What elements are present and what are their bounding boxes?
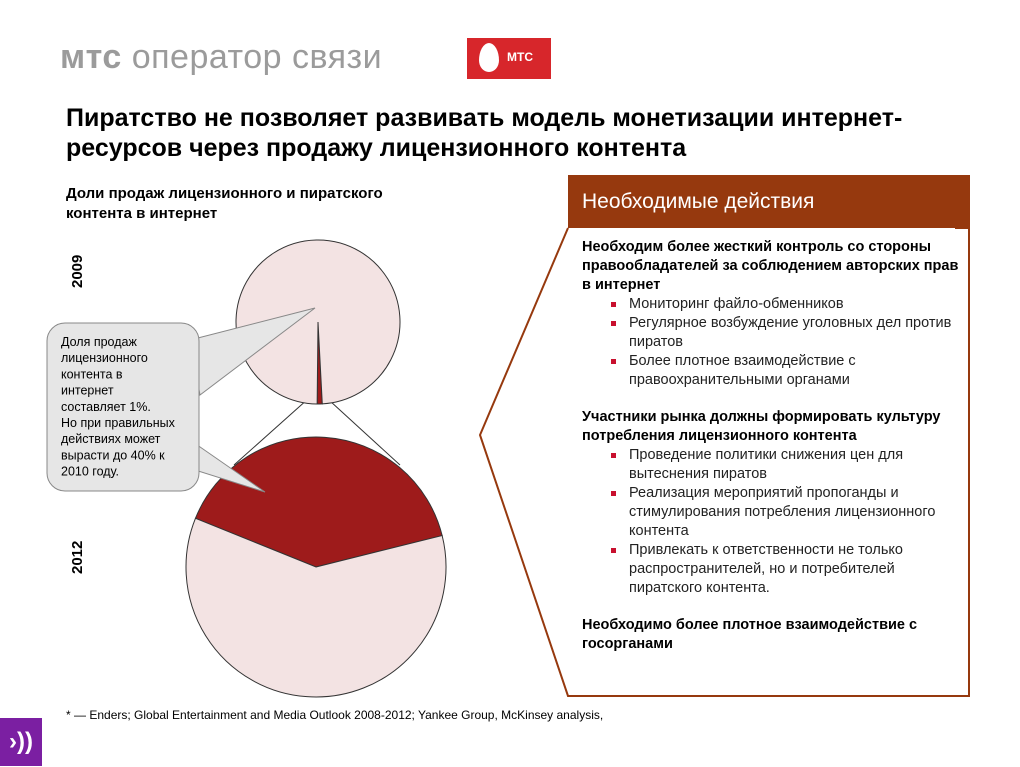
page-title: Пиратство не позволяет развивать модель монетизации интернет-ресурсов через продажу лицензионного контента — [66, 104, 903, 162]
callout-line: Доля продаж — [61, 335, 137, 349]
callout-line: Но при правильных — [61, 416, 175, 430]
year-label-2012: 2012 — [69, 540, 86, 574]
action-list-item: Проведение политики снижения цен для вытеснения пиратов — [629, 446, 962, 484]
action-list — [582, 446, 962, 598]
logo-text: МТС — [507, 50, 533, 64]
callout-line: действиях может — [61, 432, 161, 447]
action-section-title: Необходим более жесткий контроль со стороны правообладателей за соблюдением авторских прав в интернет — [582, 239, 959, 293]
chart-title: Доли продаж лицензионного и пиратского контента в интернет — [66, 185, 383, 222]
year-label-2009: 2009 — [69, 254, 86, 288]
callout-line: 2010 году. — [61, 464, 120, 479]
action-list-item: Мониторинг файло-обменников — [629, 295, 962, 314]
action-list — [582, 295, 962, 390]
callout-line: контента в — [61, 367, 123, 382]
brand-tagline-text: оператор связи — [121, 38, 383, 76]
callout-line: интернет — [61, 383, 114, 398]
action-list-item: Привлекать к ответственности не только распространителей, но и потребителей пиратского контента. — [629, 541, 962, 598]
sound-waves-icon: ›)) — [0, 718, 42, 766]
action-list-item: Реализация мероприятий пропоганды и стимулирования потребления лицензионного контента — [629, 484, 962, 541]
brand-name: мтс — [60, 38, 122, 76]
actions-body — [582, 238, 962, 672]
callout-line: вырасти до 40% к — [61, 448, 165, 463]
footnote: * — Enders; Global Entertainment and Media Outlook 2008-2012; Yankee Group, McKinsey analysis, — [66, 708, 604, 722]
action-list-item: Более плотное взаимодействие с правоохранительными органами — [629, 352, 962, 390]
callout-line: составляет 1%. — [61, 399, 151, 414]
action-section-title: Необходимо более плотное взаимодействие с госорганами — [582, 617, 918, 652]
action-list-item: Регулярное возбуждение уголовных дел против пиратов — [629, 314, 962, 352]
action-section-title: Участники рынка должны формировать культуру потребления лицензионного контента — [582, 409, 941, 444]
callout-line: лицензионного — [61, 351, 148, 366]
actions-header: Необходимые действия — [568, 175, 970, 228]
